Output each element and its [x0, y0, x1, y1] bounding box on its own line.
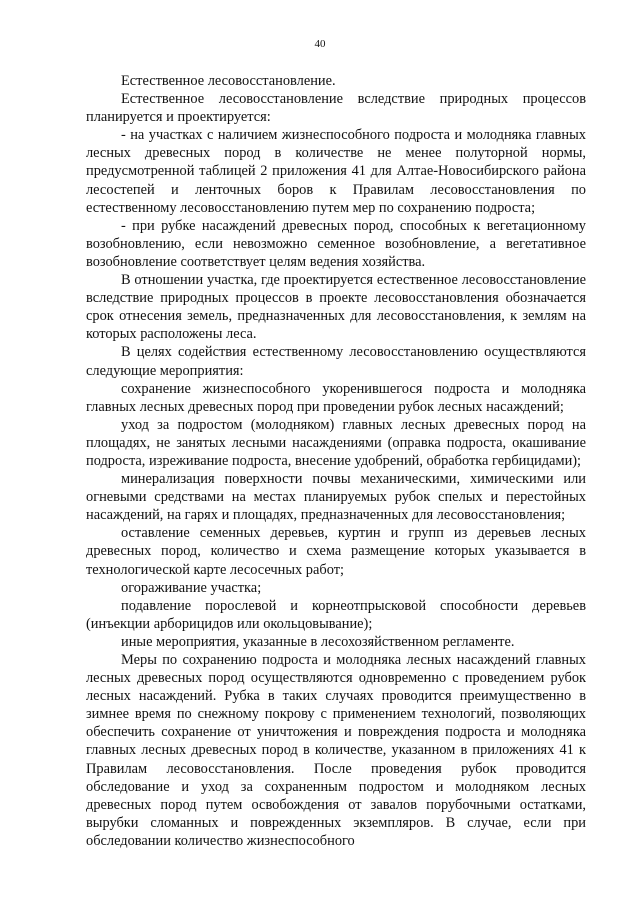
paragraph-preservation-during-felling: Меры по сохранению подроста и молодняка лесных насаждений главных лесных древесных пород осуществляются одновременно с проведением рубок лесных насаждений. Рубка в таких случаях проводится преимущественно в зимнее время по снежному покрову с применением технологий, позволяющих обеспечить сохранение от уничтожения и повреждения подроста и молодняка главных лесных древесных пород в количестве, указанном в приложениях 41 к Правилам лесовосстановления. После проведения рубок проводится обследование и уход за сохраненным подростом и молодняком лесных древесных пород путем освобождения от завалов порубочными остатками, вырубки сломанных и поврежденных экземпляров. В случае, если при обследовании количество жизнеспособного	[86, 652, 586, 849]
paragraph-measure-preservation: сохранение жизнеспособного укоренившегося подроста и молодняка главных лесных древесных пород при проведении рубок лесных насаждений;	[86, 380, 586, 415]
paragraph-land-designation: В отношении участка, где проектируется естественное лесовосстановление вследствие природных процессов в проекте лесовосстановления обозначается срок отнесения земель, предназначенных для лесовосстановления, к землям на которых расположены леса.	[86, 272, 586, 343]
paragraph-assistance-measures-intro: В целях содействия естественному лесовосстановлению осуществляются следующие мероприятия:	[86, 344, 586, 379]
paragraph-natural-reforestation-intro: Естественное лесовосстановление вследствие природных процессов планируется и проектируется:	[86, 91, 586, 126]
document-body	[86, 72, 586, 850]
paragraph-measure-suppression: подавление порослевой и корнеотпрысковой способности деревьев (инъекции арборицидов или окольцовывание);	[86, 597, 586, 632]
paragraph-undergrowth-areas: - на участках с наличием жизнеспособного подроста и молодняка главных лесных древесных пород в количестве не менее полуторной нормы, предусмотренной таблицей 2 приложения 41 для Алтае-Новосибирского района лесостепей и ленточных боров к Правилам лесовосстановления по естественному лесовосстановлению путем мер по сохранению подроста;	[86, 127, 586, 216]
paragraph-vegetative-renewal: - при рубке насаждений древесных пород, способных к вегетационному возобновлению, если невозможно семенное возобновление, а вегетативное возобновление соответствует целям ведения хозяйства.	[86, 217, 586, 270]
paragraph-natural-reforestation-heading: Естественное лесовосстановление.	[121, 73, 336, 89]
paragraph-measure-other: иные мероприятия, указанные в лесохозяйственном регламенте.	[121, 633, 515, 650]
paragraph-measure-seed-trees: оставление семенных деревьев, куртин и групп из деревьев лесных древесных пород, количество и схема размещение которых указывается в технологической карте лесосечных работ;	[86, 525, 586, 578]
page-number: 40	[314, 38, 326, 50]
paragraph-measure-fencing: огораживание участка;	[121, 579, 262, 596]
paragraph-measure-mineralization: минерализация поверхности почвы механическими, химическими или огневыми средствами на местах планируемых рубок спелых и перестойных насаждений, на гарях и площадях, предназначенных для лесовосстановления;	[86, 471, 586, 524]
paragraph-measure-care: уход за подростом (молодняком) главных лесных древесных пород на площадях, не занятых лесными насаждениями (оправка подроста, окашивание подроста, изреживание подроста, внесение удобрений, обработка гербицидами);	[86, 416, 586, 469]
